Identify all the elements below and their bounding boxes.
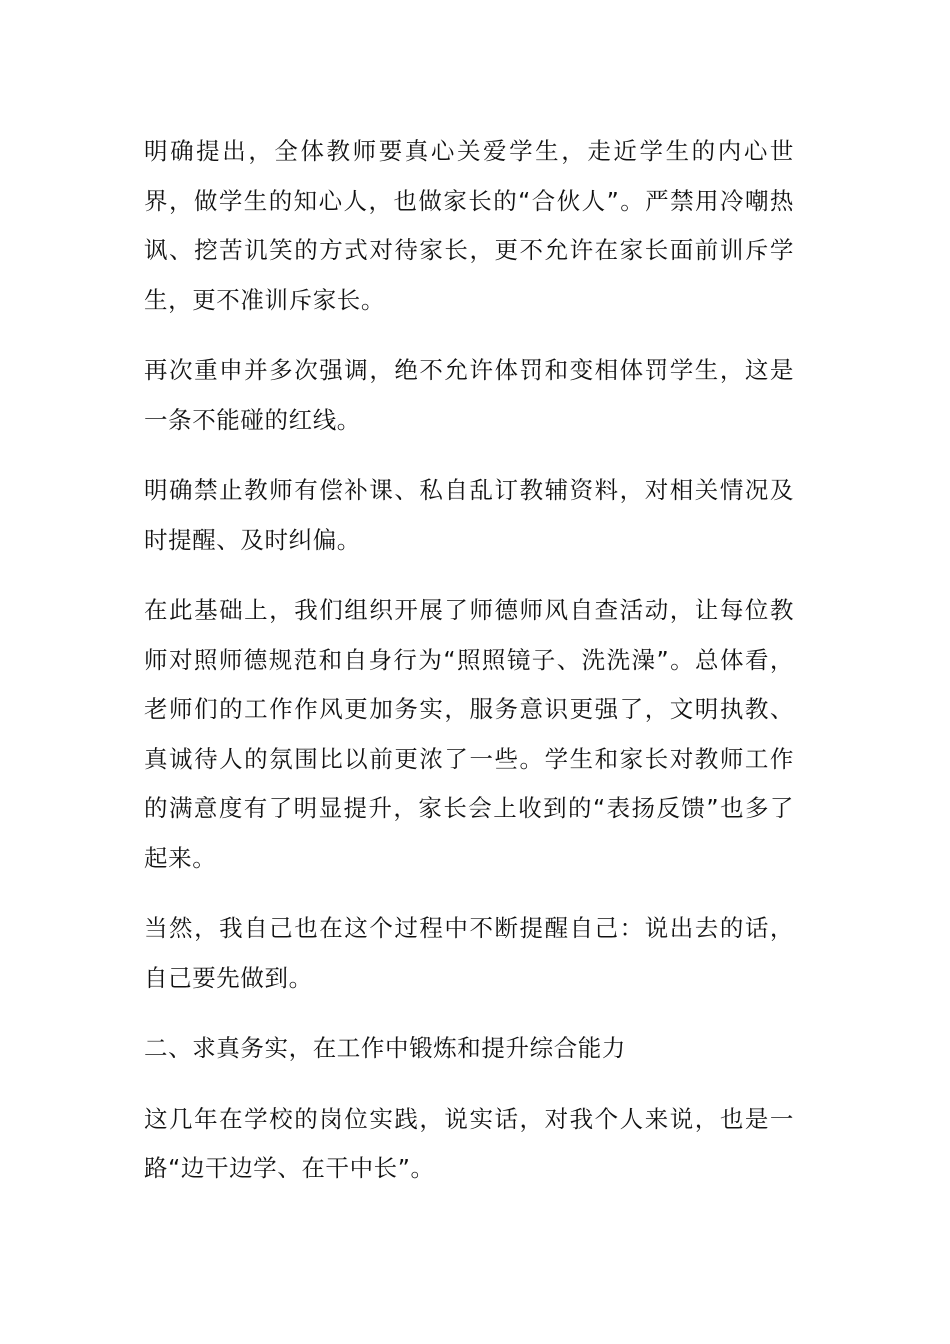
paragraph-self-inspection: 在此基础上，我们组织开展了师德师风自查活动，让每位教师对照师德规范和自身行为“照照镜子、洗洗澡”。总体看，老师们的工作作风更加务实，服务意识更强了，文明执教、真诚待人的氛围比以前更浓了一些。学生和家长对教师工作的满意度有了明显提升，家长会上收到的“表扬反馈”也多了起来。 (144, 596, 794, 872)
paragraph-no-corporal-punishment: 再次重申并多次强调，绝不允许体罚和变相体罚学生，这是一条不能碰的红线。 (144, 356, 794, 434)
paragraph-self-reminder: 当然，我自己也在这个过程中不断提醒自己：说出去的话，自己要先做到。 (144, 914, 794, 992)
paragraph-care-for-students: 明确提出，全体教师要真心关爱学生，走近学生的内心世界，做学生的知心人，也做家长的“合伙人”。严禁用冷嘲热讽、挖苦讥笑的方式对待家长，更不允许在家长面前训斥学生，更不准训斥家长。 (144, 137, 794, 314)
paragraph-no-paid-tutoring: 明确禁止教师有偿补课、私自乱订教辅资料，对相关情况及时提醒、及时纠偏。 (144, 476, 794, 554)
paragraph-practice: 这几年在学校的岗位实践，说实话，对我个人来说，也是一路“边干边学、在干中长”。 (144, 1104, 794, 1182)
section-heading-two: 二、求真务实，在工作中锻炼和提升综合能力 (144, 1034, 626, 1062)
document-body (144, 127, 794, 1194)
